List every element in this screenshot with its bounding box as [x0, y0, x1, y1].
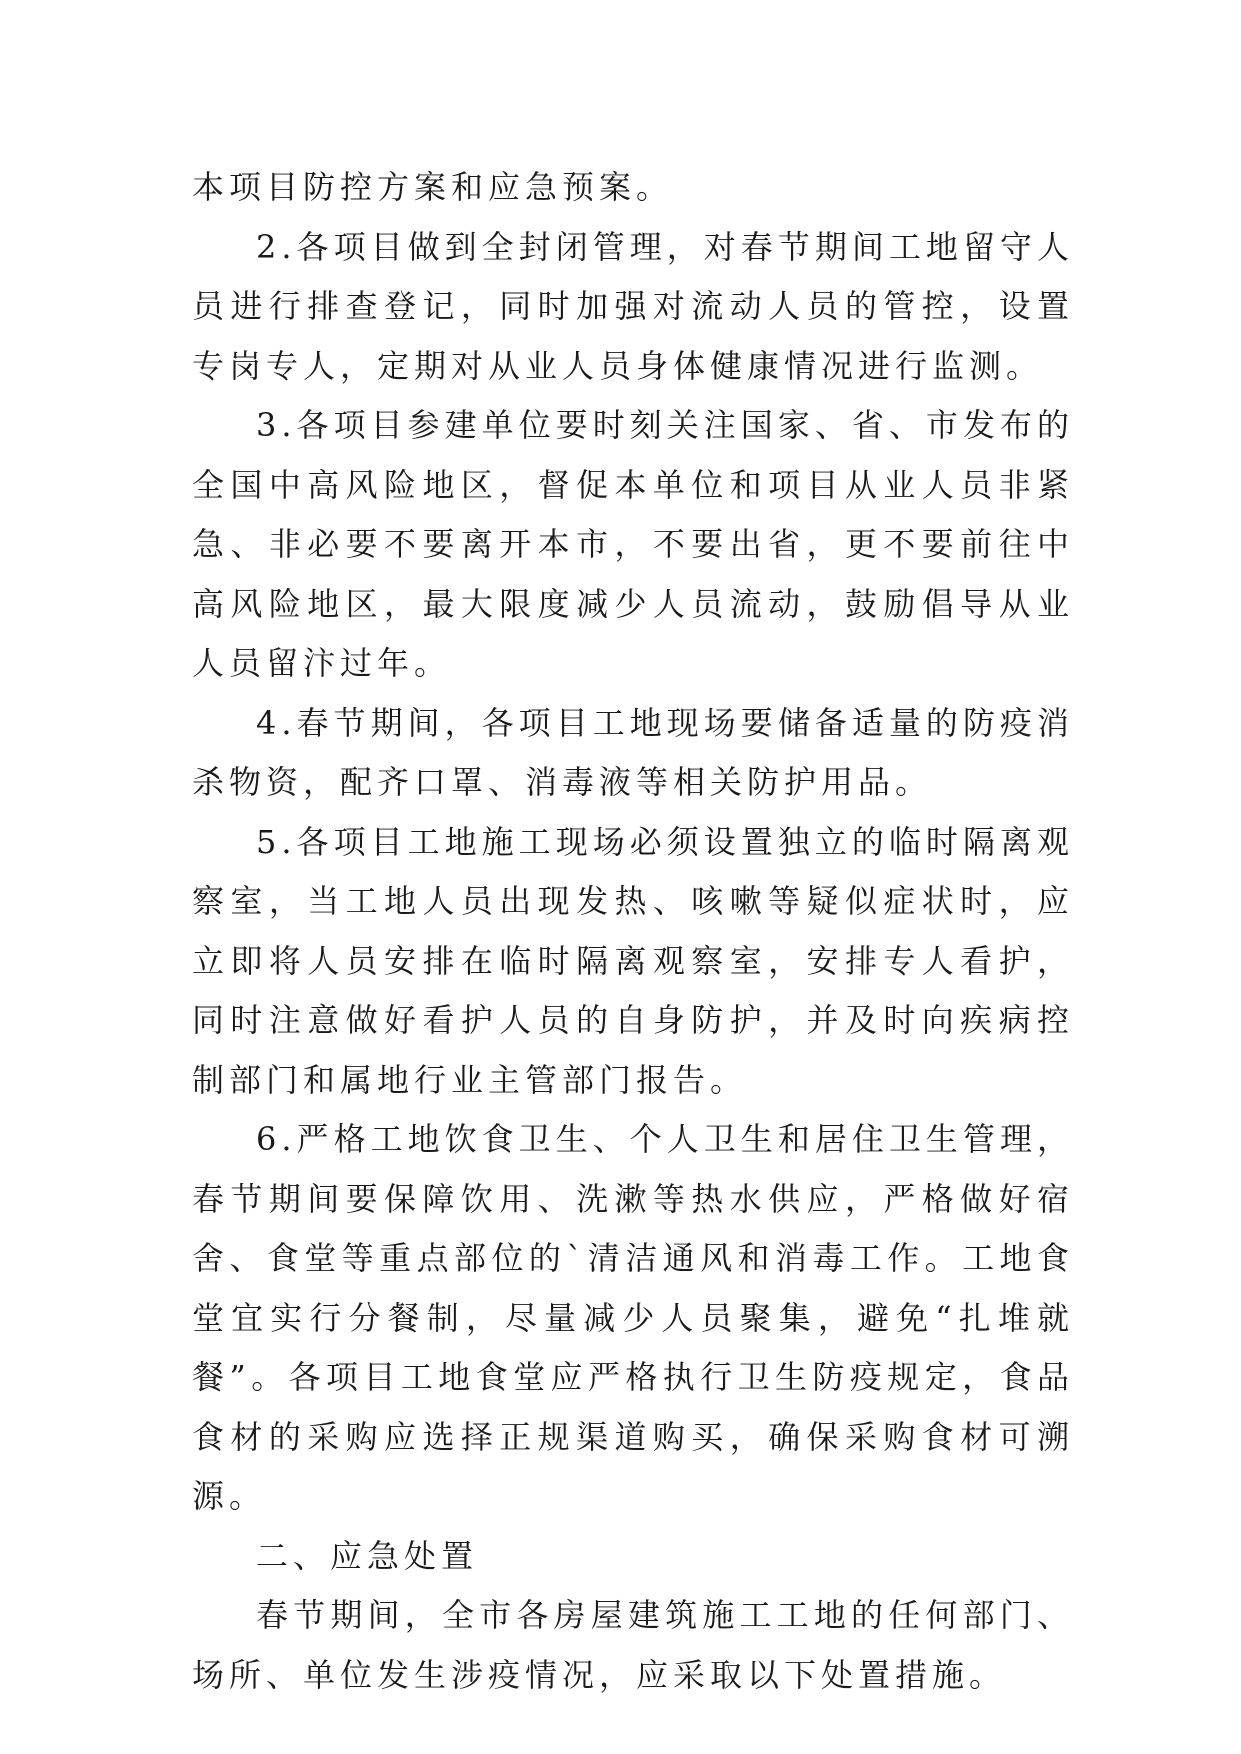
paragraph-item-2: 2.各项目做到全封闭管理，对春节期间工地留守人员进行排查登记，同时加强对流动人员的管控，设置专岗专人，定期对从业人员身体健康情况进行监测。 — [192, 227, 1074, 385]
paragraph-item-6: 6.严格工地饮食卫生、个人卫生和居住卫生管理，春节期间要保障饮用、洗漱等热水供应，严格做好宿舍、食堂等重点部位的`清洁通风和消毒工作。工地食堂宜实行分餐制，尽量减少人员聚集，避免“扎堆就餐”。各项目工地食堂应严格执行卫生防疫规定，食品食材的采购应选择正规渠道购买，确保采购食材可溯源。 — [192, 1120, 1074, 1515]
section-heading-emergency: 二、应急处置 — [256, 1536, 479, 1575]
paragraph-item-4: 4.春节期间，各项目工地现场要储备适量的防疫消杀物资，配齐口罩、消毒液等相关防护用品。 — [192, 703, 1074, 801]
paragraph-item-5: 5.各项目工地施工现场必须设置独立的临时隔离观察室，当工地人员出现发热、咳嗽等疑似症状时，应立即将人员安排在临时隔离观察室，安排专人看护，同时注意做好看护人员的自身防护，并及时向疾病控制部门和属地行业主管部门报告。 — [192, 822, 1074, 1099]
paragraph-emergency-intro: 春节期间，全市各房屋建筑施工工地的任何部门、场所、单位发生涉疫情况，应采取以下处置措施。 — [192, 1596, 1074, 1694]
body-text — [192, 158, 1074, 1705]
paragraph-item-3: 3.各项目参建单位要时刻关注国家、省、市发布的全国中高风险地区，督促本单位和项目从业人员非紧急、非必要不要离开本市，不要出省，更不要前往中高风险地区，最大限度减少人员流动，鼓励倡导从业人员留汴过年。 — [192, 406, 1074, 682]
paragraph-continuation: 本项目防控方案和应急预案。 — [192, 168, 674, 206]
